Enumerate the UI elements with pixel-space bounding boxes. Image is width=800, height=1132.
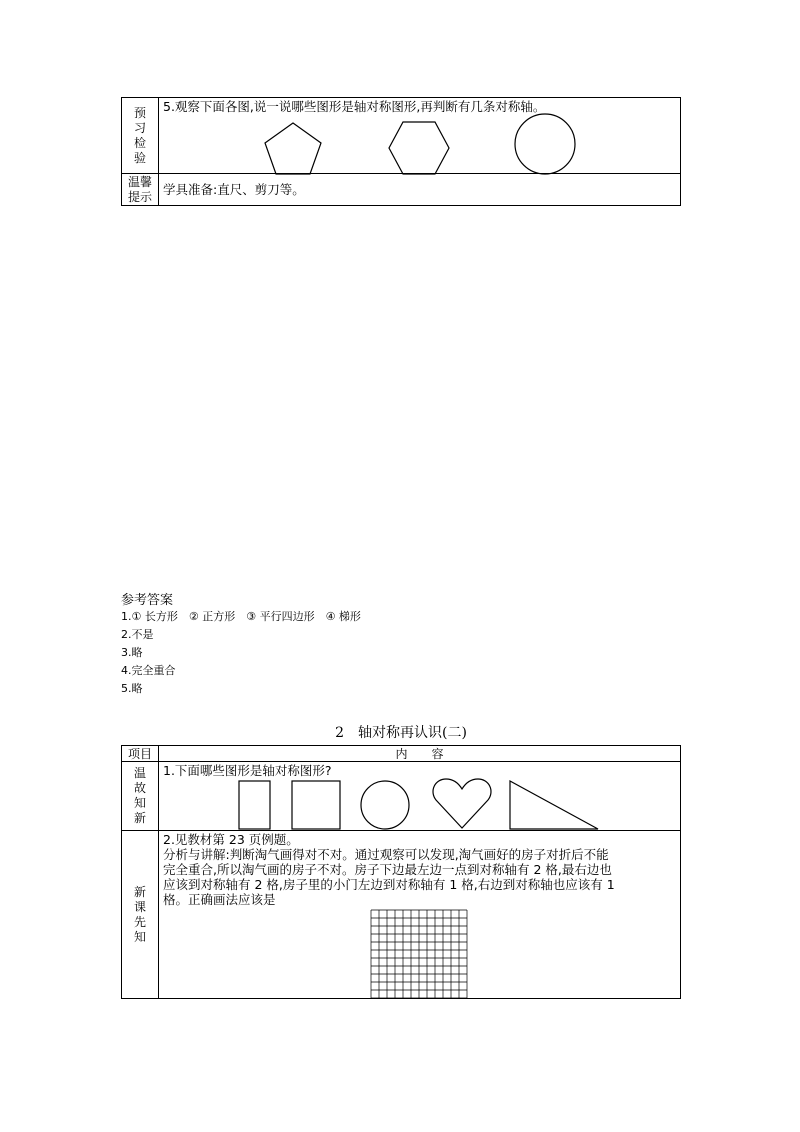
label-char: 故 (133, 781, 146, 795)
answer-item: 1.① 长方形 ② 正方形 ③ 平行四边形 ④ 梯形 (121, 610, 361, 623)
header-content: 内 容 (159, 746, 681, 762)
question-5-text: 5.观察下面各图,说一说哪些图形是轴对称图形,再判断有几条对称轴。 (163, 99, 546, 114)
answers-list (121, 608, 361, 698)
label-char: 课 (133, 899, 146, 914)
text-line: 格。正确画法应该是 (163, 892, 276, 907)
circle-shape (513, 112, 577, 176)
answer-item: 2.不是 (121, 628, 154, 641)
right-triangle-shape (508, 779, 600, 831)
header-item: 项目 (122, 746, 159, 762)
square-shape (291, 780, 341, 830)
label-line: 提示 (127, 189, 152, 204)
label-char: 先 (133, 914, 146, 929)
heart-shape (431, 778, 493, 830)
text-line: 分析与讲解:判断淘气画得对不对。通过观察可以发现,淘气画好的房子对折后不能 (163, 847, 609, 862)
circle-shape-2 (360, 780, 410, 830)
label-char: 温 (133, 766, 146, 780)
label-line: 温馨 (127, 174, 152, 189)
answer-item: 4.完全重合 (121, 664, 176, 677)
text-line: 应该到对称轴有 2 格,房子里的小门左边到对称轴有 1 格,右边到对称轴也应该有 1 (163, 877, 615, 892)
review-content (159, 762, 681, 831)
house-drawing-grid (370, 909, 468, 1000)
review-label (122, 762, 159, 831)
label-char: 习 (133, 120, 146, 135)
answers-title: 参考答案 (121, 593, 174, 608)
rectangle-shape (238, 780, 272, 830)
section-title: 2 轴对称再认识(二) (335, 725, 467, 741)
preview-check-label (122, 98, 159, 174)
question-1-text: 1.下面哪些图形是轴对称图形? (163, 763, 332, 778)
label-char: 新 (133, 811, 146, 825)
hexagon-shape (387, 120, 451, 176)
label-char: 预 (133, 105, 146, 120)
reminder-content (159, 174, 681, 206)
label-char: 检 (133, 135, 146, 150)
reminder-label (122, 174, 159, 206)
answer-item: 3.略 (121, 646, 143, 659)
text-line: 完全重合,所以淘气画的房子不对。房子下边最左边一点到对称轴有 2 格,最右边也 (163, 862, 612, 877)
answer-item: 5.略 (121, 682, 143, 695)
new-lesson-label (122, 831, 159, 999)
label-char: 新 (133, 884, 146, 899)
label-char: 知 (133, 929, 146, 944)
label-char: 验 (133, 150, 146, 165)
text-line: 2.见教材第 23 页例题。 (163, 832, 299, 847)
pentagon-shape (262, 120, 324, 176)
reminder-text: 学具准备:直尺、剪刀等。 (163, 182, 305, 197)
label-char: 知 (133, 796, 146, 810)
